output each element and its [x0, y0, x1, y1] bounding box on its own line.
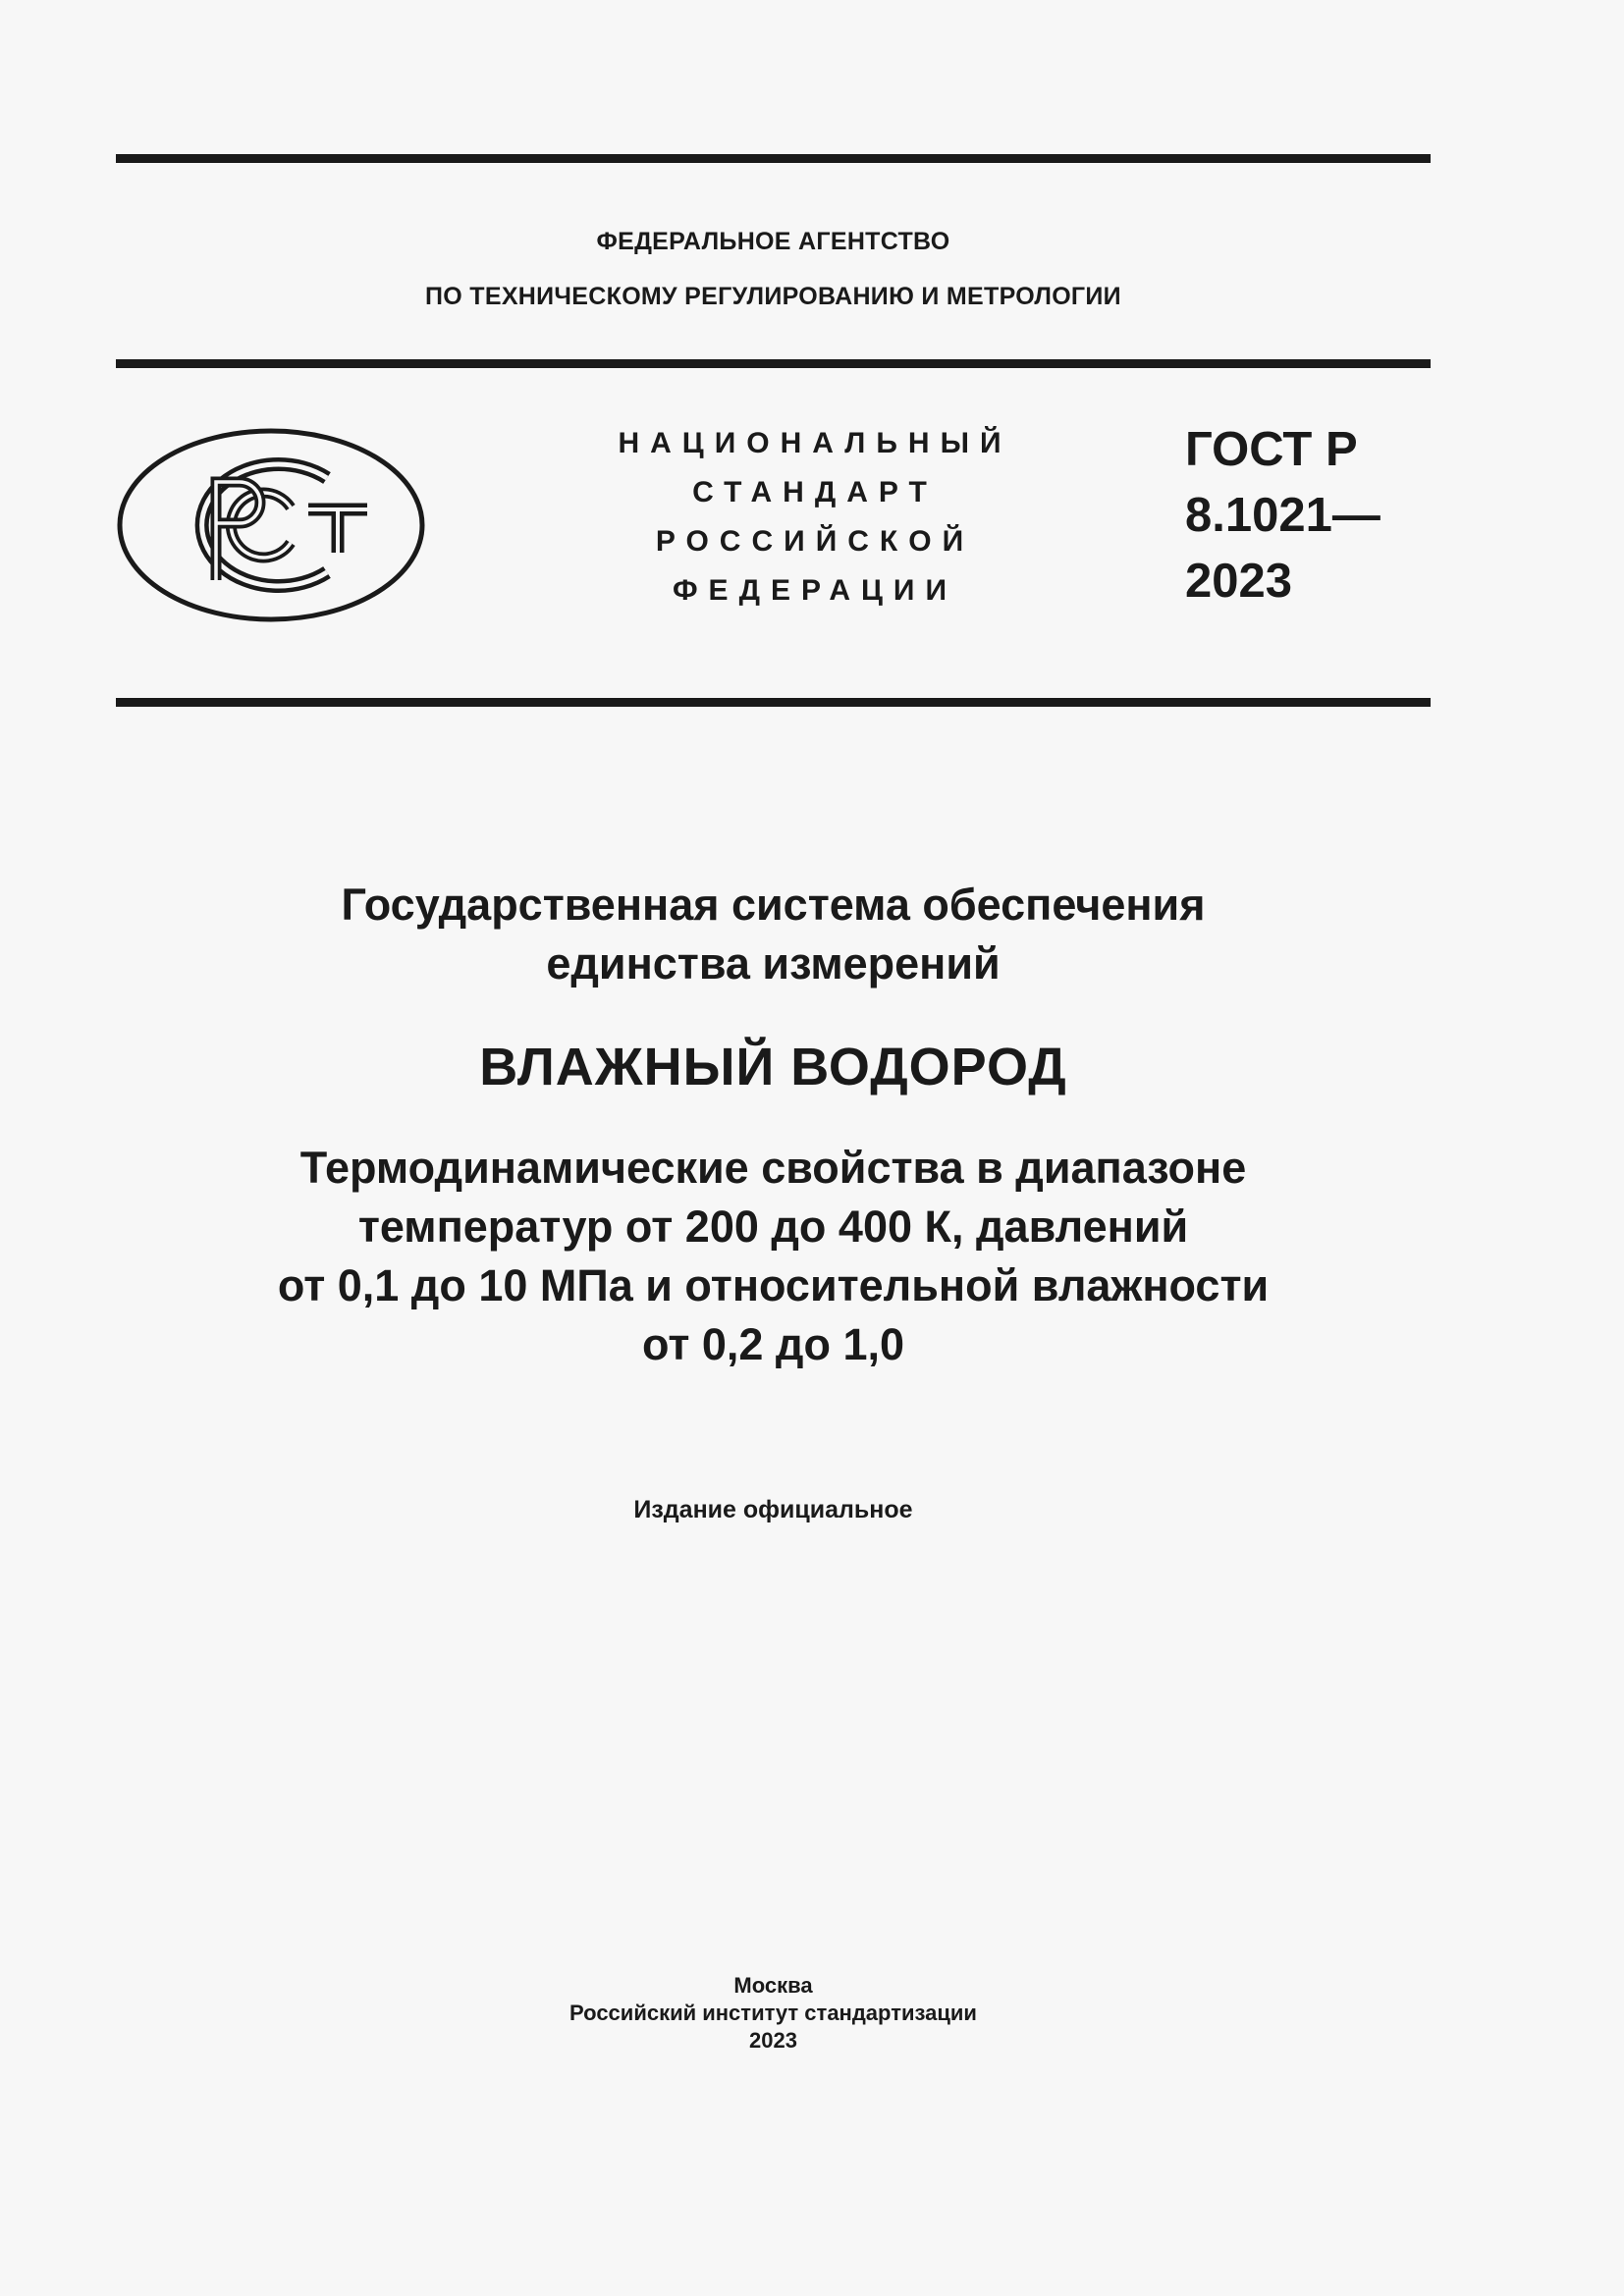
header-divider-rule — [116, 698, 1431, 707]
agency-line-2: ПО ТЕХНИЧЕСКОМУ РЕГУЛИРОВАНИЮ И МЕТРОЛОГИИ — [425, 283, 1121, 310]
top-rule — [116, 154, 1431, 163]
series-line-2: единства измерений — [546, 938, 1001, 988]
series-title — [116, 876, 1431, 993]
standard-type-line-2: СТАНДАРТ — [692, 476, 938, 508]
agency-line-1: ФЕДЕРАЛЬНОЕ АГЕНТСТВО — [596, 228, 950, 255]
subtitle-line-4: от 0,2 до 1,0 — [641, 1319, 905, 1369]
designation-line-2: 8.1021— — [1185, 489, 1380, 542]
imprint-publisher: Российский институт стандартизации — [569, 2001, 977, 2025]
standard-type-line-1: НАЦИОНАЛЬНЫЙ — [618, 427, 1012, 459]
subtitle-line-2: температур от 200 до 400 К, давлений — [357, 1201, 1189, 1252]
standard-type-line-4: ФЕДЕРАЦИИ — [672, 574, 958, 607]
edition-note: Издание официальное — [633, 1496, 913, 1523]
imprint-city: Москва — [733, 1973, 813, 1998]
subtitle-line-1: Термодинамические свойства в диапазоне — [299, 1143, 1247, 1193]
designation-line-3: 2023 — [1185, 555, 1293, 608]
designation-line-1: ГОСТ Р — [1185, 423, 1358, 476]
document-title: ВЛАЖНЫЙ ВОДОРОД — [479, 1038, 1067, 1096]
series-line-1: Государственная система обеспечения — [341, 880, 1206, 930]
standard-designation — [1185, 417, 1421, 614]
imprint-year: 2023 — [749, 2028, 797, 2053]
agency-name — [116, 214, 1431, 324]
imprint — [116, 1972, 1431, 2055]
standard-type-line-3: РОССИЙСКОЙ — [655, 525, 975, 558]
standard-type — [550, 419, 1080, 615]
rst-certification-mark-icon — [116, 427, 426, 623]
header-bottom-rule — [116, 359, 1431, 368]
subtitle-line-3: от 0,1 до 10 МПа и относительной влажности — [277, 1260, 1270, 1310]
document-subtitle — [116, 1139, 1431, 1374]
